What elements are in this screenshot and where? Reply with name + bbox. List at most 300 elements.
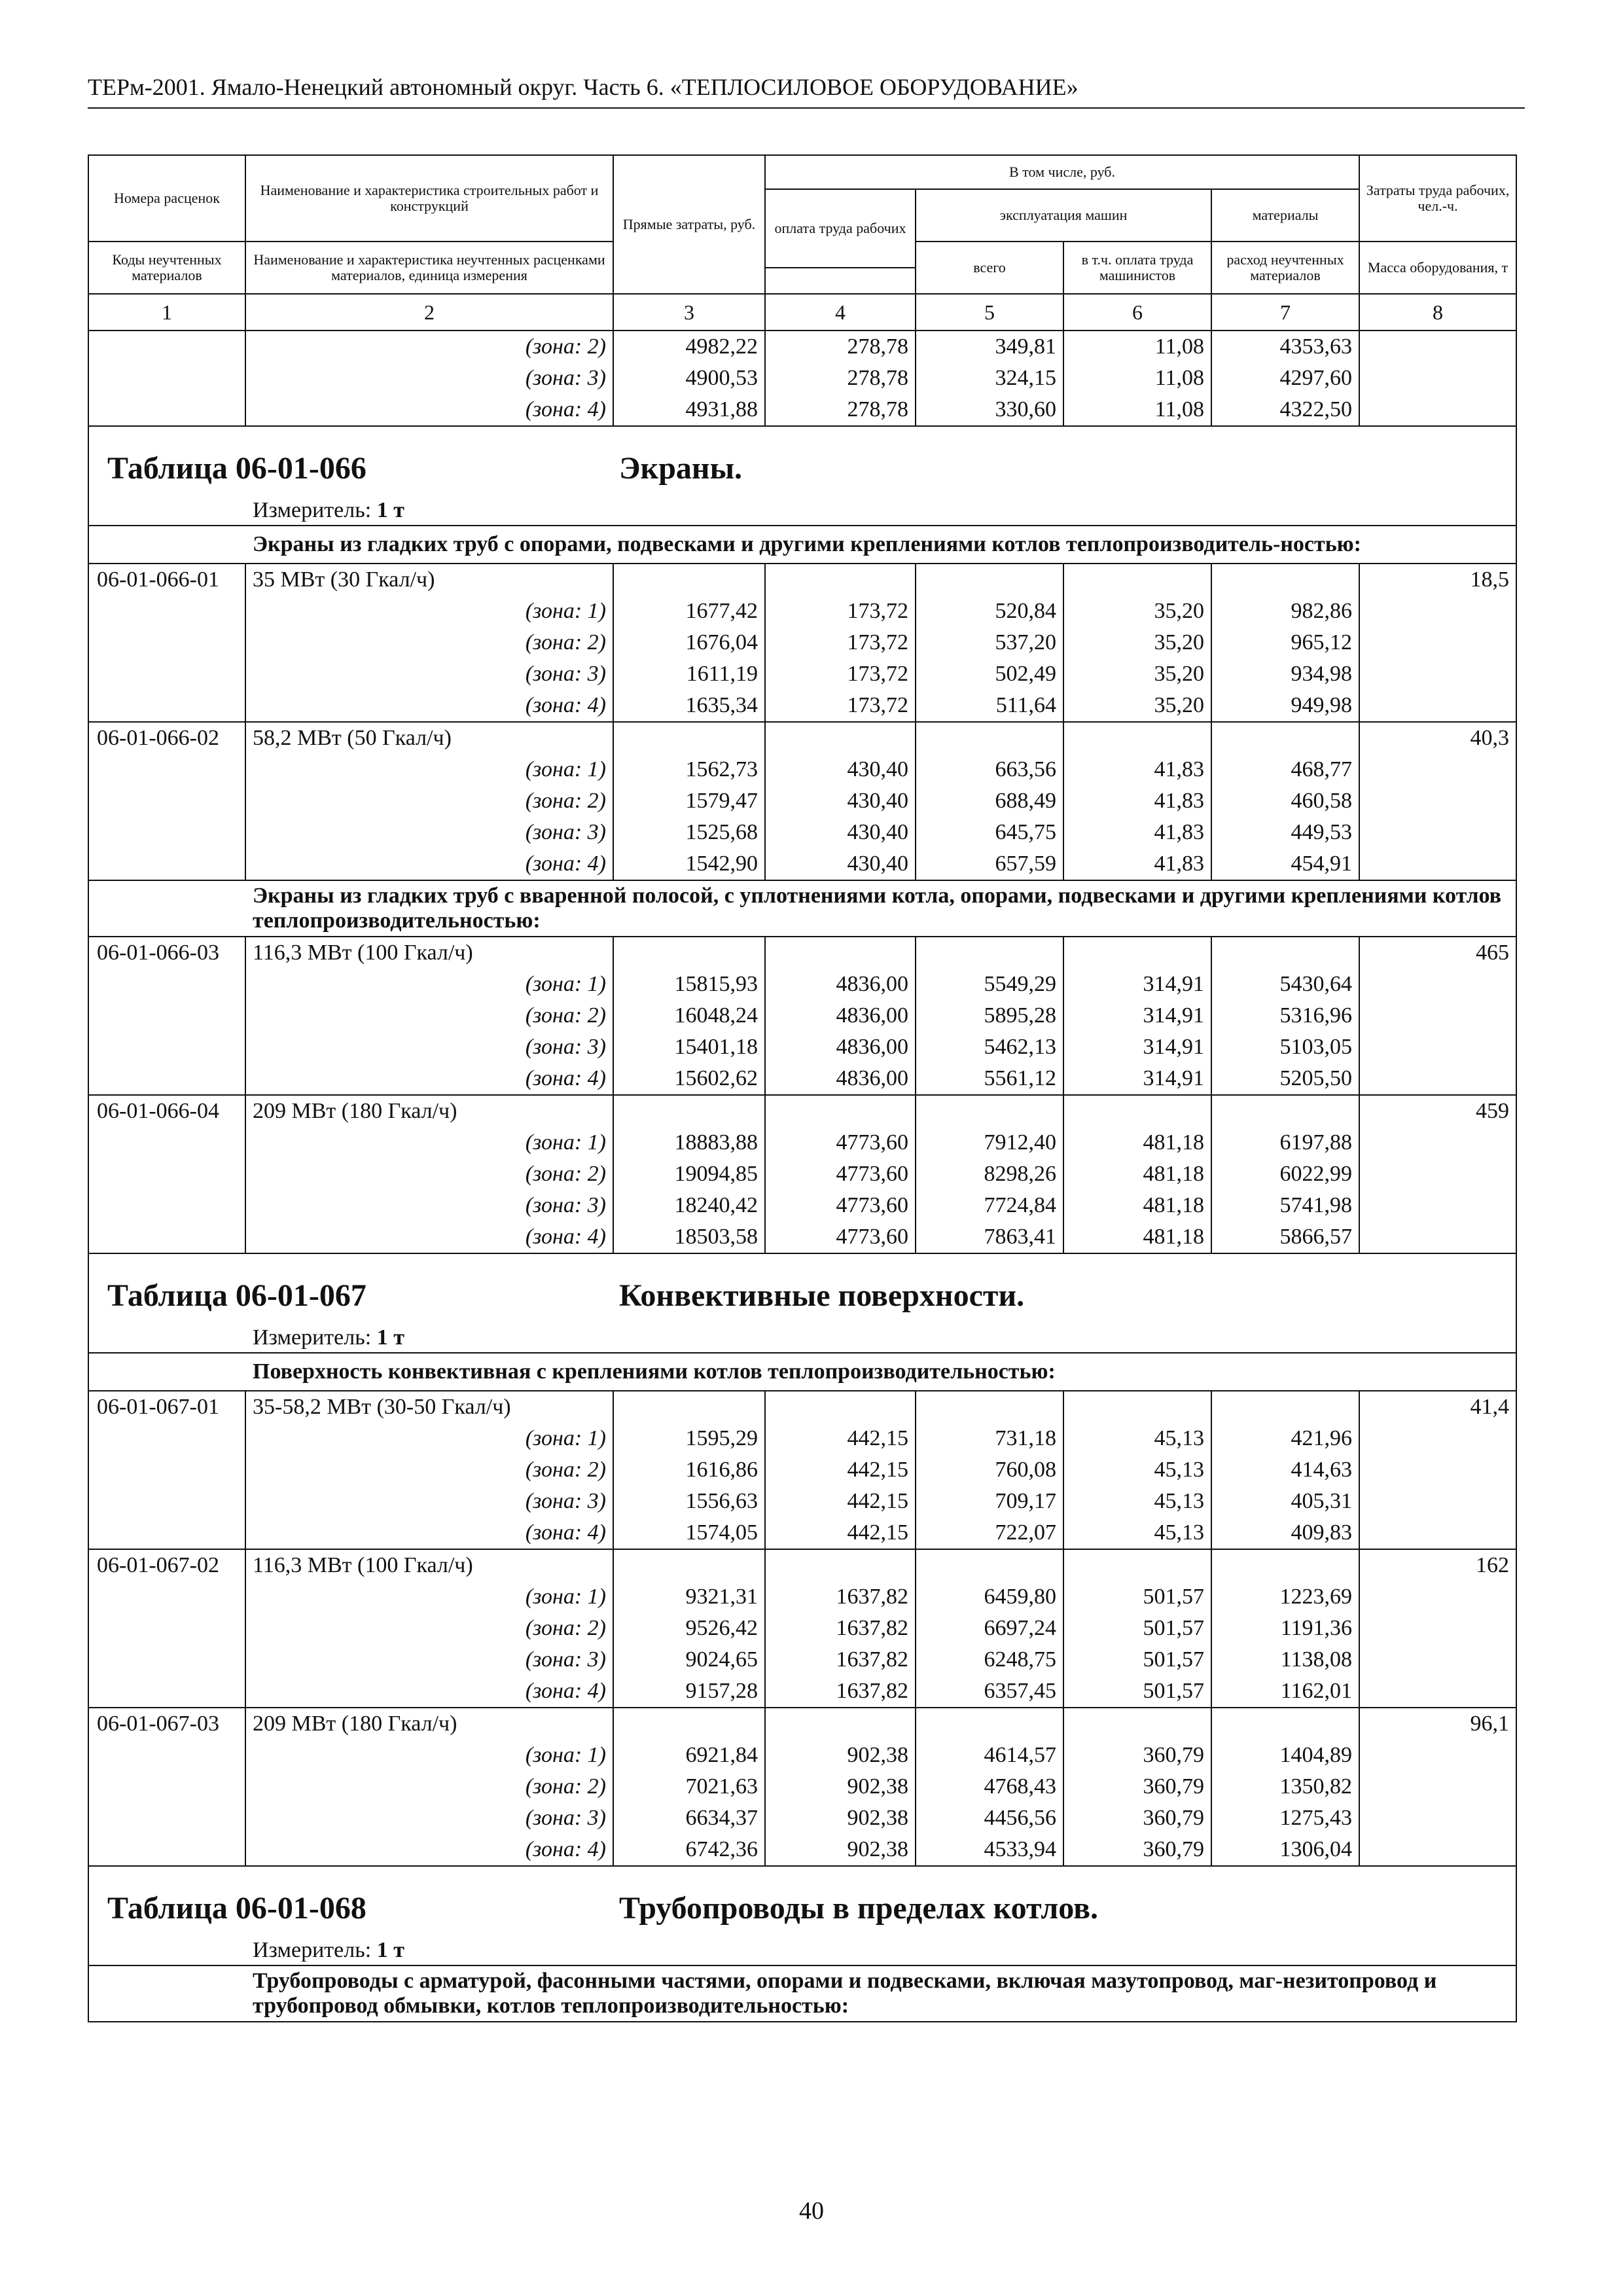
value-cell: 481,18 [1063, 1127, 1211, 1158]
mass-value: 162 [1359, 1549, 1516, 1581]
value-cell: 902,38 [765, 1834, 916, 1866]
value-cell: 4773,60 [765, 1158, 916, 1190]
rate-code: 06-01-066-02 [88, 722, 245, 754]
table-row [88, 1803, 1516, 1834]
value-cell: 360,79 [1063, 1740, 1211, 1771]
value-cell: 6921,84 [613, 1740, 765, 1771]
incl-header: В том числе, руб. [765, 155, 1359, 189]
value-cell: 722,07 [916, 1517, 1063, 1549]
machines-header: эксплуатация машин [916, 189, 1211, 242]
section-row [88, 880, 1516, 937]
value-cell: 501,57 [1063, 1613, 1211, 1644]
mass-cell [1359, 1834, 1516, 1866]
value-cell: 4322,50 [1211, 394, 1359, 426]
col1-top-header: Номера расценок [88, 155, 245, 242]
value-cell: 45,13 [1063, 1517, 1211, 1549]
zone-label: (зона: 3) [245, 363, 613, 394]
mass-cell [1359, 1486, 1516, 1517]
section-row [88, 1965, 1516, 2022]
table-row [88, 817, 1516, 848]
measure-label: Измеритель: [253, 1938, 372, 1962]
value-cell: 6742,36 [613, 1834, 765, 1866]
item-row [88, 1549, 1516, 1581]
value-cell: 481,18 [1063, 1158, 1211, 1190]
value-cell: 657,59 [916, 848, 1063, 880]
value-cell: 731,18 [916, 1423, 1063, 1454]
measure-label: Измеритель: [253, 498, 372, 522]
table-number: Таблица 06-01-068 [107, 1891, 366, 1926]
value-cell: 5316,96 [1211, 1000, 1359, 1031]
table-row [88, 1771, 1516, 1803]
rates-table [88, 154, 1517, 2022]
zone-label: (зона: 3) [245, 658, 613, 690]
code-cell [88, 1127, 245, 1158]
value-cell: 278,78 [765, 331, 916, 363]
table-row [88, 690, 1516, 722]
value-cell [1063, 1549, 1211, 1581]
rate-code: 06-01-066-03 [88, 937, 245, 969]
value-cell: 442,15 [765, 1454, 916, 1486]
value-cell: 1637,82 [765, 1613, 916, 1644]
table-row [88, 1676, 1516, 1708]
zone-label: (зона: 4) [245, 848, 613, 880]
measure-label: Измеритель: [253, 1325, 372, 1350]
value-cell: 314,91 [1063, 969, 1211, 1000]
mass-value: 465 [1359, 937, 1516, 969]
value-cell [613, 1095, 765, 1127]
value-cell: 4614,57 [916, 1740, 1063, 1771]
zone-label: (зона: 2) [245, 1158, 613, 1190]
value-cell: 1637,82 [765, 1581, 916, 1613]
value-cell: 520,84 [916, 596, 1063, 627]
value-cell: 41,83 [1063, 817, 1211, 848]
table-row [88, 627, 1516, 658]
section-heading: Трубопроводы с арматурой, фасонными частями, опорами и подвесками, включая мазутопровод, маг-незитопровод и трубопровод обмывки, котлов теплопроизводительностью: [88, 1965, 1516, 2022]
value-cell: 1616,86 [613, 1454, 765, 1486]
value-cell: 7863,41 [916, 1221, 1063, 1253]
zone-label: (зона: 3) [245, 1486, 613, 1517]
mass-cell [1359, 331, 1516, 363]
value-cell: 501,57 [1063, 1581, 1211, 1613]
value-cell [1211, 1391, 1359, 1423]
value-cell: 4836,00 [765, 1000, 916, 1031]
value-cell: 1275,43 [1211, 1803, 1359, 1834]
value-cell: 1223,69 [1211, 1581, 1359, 1613]
value-cell [1211, 722, 1359, 754]
value-cell: 15602,62 [613, 1063, 765, 1095]
value-cell [1063, 1095, 1211, 1127]
table-row [88, 1613, 1516, 1644]
mass-cell [1359, 969, 1516, 1000]
table-row [88, 1158, 1516, 1190]
value-cell: 1635,34 [613, 690, 765, 722]
col2-bottom-header: Наименование и характеристика неучтенных расценками материалов, единица измерения [245, 242, 613, 294]
value-cell: 6248,75 [916, 1644, 1063, 1676]
value-cell: 430,40 [765, 785, 916, 817]
section-heading: Экраны из гладких труб с вваренной полосой, с уплотнениями котла, опорами, подвесками и другими креплениями котлов теплопроизводительностью: [88, 880, 1516, 937]
value-cell: 173,72 [765, 627, 916, 658]
value-cell: 4773,60 [765, 1221, 916, 1253]
section-heading: Поверхность конвективная с креплениями котлов теплопроизводительностью: [88, 1353, 1516, 1391]
value-cell: 6022,99 [1211, 1158, 1359, 1190]
value-cell: 645,75 [916, 817, 1063, 848]
mass-cell [1359, 1517, 1516, 1549]
value-cell: 6634,37 [613, 1803, 765, 1834]
value-cell: 442,15 [765, 1486, 916, 1517]
table-row [88, 848, 1516, 880]
value-cell: 1595,29 [613, 1423, 765, 1454]
code-cell [88, 1221, 245, 1253]
value-cell: 405,31 [1211, 1486, 1359, 1517]
value-cell: 468,77 [1211, 754, 1359, 785]
mass-cell [1359, 1676, 1516, 1708]
value-cell: 4931,88 [613, 394, 765, 426]
mass-cell [1359, 1158, 1516, 1190]
mass-cell [1359, 1031, 1516, 1063]
measure-unit [253, 1935, 404, 1966]
value-cell [765, 564, 916, 596]
value-cell: 314,91 [1063, 1031, 1211, 1063]
value-cell: 18503,58 [613, 1221, 765, 1253]
mass-value: 41,4 [1359, 1391, 1516, 1423]
code-cell [88, 658, 245, 690]
code-cell [88, 627, 245, 658]
mass-value: 40,3 [1359, 722, 1516, 754]
value-cell [765, 1708, 916, 1740]
value-cell: 6357,45 [916, 1676, 1063, 1708]
zone-label: (зона: 2) [245, 627, 613, 658]
value-cell: 45,13 [1063, 1454, 1211, 1486]
code-cell [88, 363, 245, 394]
code-cell [88, 596, 245, 627]
code-cell [88, 1771, 245, 1803]
value-cell: 760,08 [916, 1454, 1063, 1486]
column-number-3: 3 [613, 294, 765, 331]
value-cell [1211, 937, 1359, 969]
code-cell [88, 1676, 245, 1708]
item-row [88, 1391, 1516, 1423]
mass-cell [1359, 690, 1516, 722]
mass-cell [1359, 394, 1516, 426]
value-cell: 45,13 [1063, 1423, 1211, 1454]
value-cell: 454,91 [1211, 848, 1359, 880]
item-row [88, 937, 1516, 969]
code-cell [88, 331, 245, 363]
code-cell [88, 1486, 245, 1517]
table-title-cell [88, 1866, 1516, 1965]
value-cell: 324,15 [916, 363, 1063, 394]
column-number-7: 7 [1211, 294, 1359, 331]
value-cell: 442,15 [765, 1517, 916, 1549]
value-cell [916, 564, 1063, 596]
table-title-cell [88, 426, 1516, 526]
item-name: 35 МВт (30 Гкал/ч) [245, 564, 613, 596]
measure-value: 1 т [376, 498, 404, 522]
table-row [88, 1517, 1516, 1549]
value-cell: 35,20 [1063, 596, 1211, 627]
table-title-row [88, 1253, 1516, 1353]
value-cell: 5462,13 [916, 1031, 1063, 1063]
zone-label: (зона: 4) [245, 1834, 613, 1866]
value-cell [613, 1549, 765, 1581]
value-cell: 35,20 [1063, 658, 1211, 690]
mass-cell [1359, 1803, 1516, 1834]
code-cell [88, 1803, 245, 1834]
value-cell [613, 564, 765, 596]
value-cell: 421,96 [1211, 1423, 1359, 1454]
item-row [88, 564, 1516, 596]
measure-unit [253, 1322, 404, 1354]
code-cell [88, 1158, 245, 1190]
section-row [88, 1353, 1516, 1391]
value-cell: 45,13 [1063, 1486, 1211, 1517]
value-cell: 4456,56 [916, 1803, 1063, 1834]
value-cell: 460,58 [1211, 785, 1359, 817]
materials-header: материалы [1211, 189, 1359, 242]
table-row [88, 1423, 1516, 1454]
zone-label: (зона: 4) [245, 690, 613, 722]
mass-value: 96,1 [1359, 1708, 1516, 1740]
mass-cell [1359, 1063, 1516, 1095]
value-cell: 330,60 [916, 394, 1063, 426]
table-row [88, 1190, 1516, 1221]
value-cell: 173,72 [765, 658, 916, 690]
value-cell [1063, 722, 1211, 754]
code-cell [88, 1454, 245, 1486]
value-cell: 4773,60 [765, 1127, 916, 1158]
value-cell: 4297,60 [1211, 363, 1359, 394]
mass-value: 18,5 [1359, 564, 1516, 596]
mass-cell [1359, 1613, 1516, 1644]
mass-cell [1359, 1644, 1516, 1676]
value-cell: 502,49 [916, 658, 1063, 690]
value-cell: 4773,60 [765, 1190, 916, 1221]
value-cell [1211, 564, 1359, 596]
value-cell: 41,83 [1063, 785, 1211, 817]
value-cell: 4900,53 [613, 363, 765, 394]
mass-cell [1359, 1190, 1516, 1221]
value-cell: 1611,19 [613, 658, 765, 690]
value-cell [765, 1549, 916, 1581]
table-row [88, 1221, 1516, 1253]
value-cell: 4836,00 [765, 969, 916, 1000]
value-cell [765, 937, 916, 969]
value-cell: 501,57 [1063, 1644, 1211, 1676]
value-cell [916, 1095, 1063, 1127]
value-cell: 314,91 [1063, 1063, 1211, 1095]
item-name: 35-58,2 МВт (30-50 Гкал/ч) [245, 1391, 613, 1423]
col2-top-header: Наименование и характеристика строительных работ и конструкций [245, 155, 613, 242]
value-cell: 5430,64 [1211, 969, 1359, 1000]
value-cell: 430,40 [765, 754, 916, 785]
item-name: 209 МВт (180 Гкал/ч) [245, 1095, 613, 1127]
item-name: 116,3 МВт (100 Гкал/ч) [245, 1549, 613, 1581]
code-cell [88, 1834, 245, 1866]
mass-cell [1359, 1221, 1516, 1253]
value-cell: 278,78 [765, 363, 916, 394]
code-cell [88, 1000, 245, 1031]
code-cell [88, 394, 245, 426]
value-cell: 6697,24 [916, 1613, 1063, 1644]
value-cell [613, 1708, 765, 1740]
value-cell: 902,38 [765, 1803, 916, 1834]
zone-label: (зона: 4) [245, 1063, 613, 1095]
value-cell: 7724,84 [916, 1190, 1063, 1221]
mass-cell [1359, 785, 1516, 817]
value-cell: 11,08 [1063, 331, 1211, 363]
value-cell: 349,81 [916, 331, 1063, 363]
value-cell: 18883,88 [613, 1127, 765, 1158]
col5-header: всего [916, 242, 1063, 294]
value-cell [1063, 1391, 1211, 1423]
value-cell [765, 1095, 916, 1127]
value-cell [613, 937, 765, 969]
table-row [88, 596, 1516, 627]
table-row [88, 394, 1516, 426]
value-cell: 481,18 [1063, 1221, 1211, 1253]
zone-label: (зона: 2) [245, 785, 613, 817]
table-row [88, 1063, 1516, 1095]
code-cell [88, 690, 245, 722]
value-cell: 7912,40 [916, 1127, 1063, 1158]
zone-label: (зона: 3) [245, 1190, 613, 1221]
code-cell [88, 1613, 245, 1644]
value-cell: 15401,18 [613, 1031, 765, 1063]
value-cell: 5866,57 [1211, 1221, 1359, 1253]
table-row [88, 1740, 1516, 1771]
value-cell: 4982,22 [613, 331, 765, 363]
item-row [88, 1095, 1516, 1127]
value-cell [1063, 564, 1211, 596]
rates-table-body [88, 331, 1516, 2022]
measure-value: 1 т [376, 1938, 404, 1962]
mass-cell [1359, 627, 1516, 658]
value-cell [1211, 1549, 1359, 1581]
value-cell: 9024,65 [613, 1644, 765, 1676]
value-cell: 902,38 [765, 1740, 916, 1771]
value-cell [1063, 937, 1211, 969]
value-cell: 9157,28 [613, 1676, 765, 1708]
code-cell [88, 1517, 245, 1549]
zone-label: (зона: 1) [245, 1581, 613, 1613]
zone-label: (зона: 1) [245, 1423, 613, 1454]
value-cell: 19094,85 [613, 1158, 765, 1190]
table-row [88, 1000, 1516, 1031]
value-cell [916, 937, 1063, 969]
value-cell: 1525,68 [613, 817, 765, 848]
code-cell [88, 1190, 245, 1221]
value-cell: 511,64 [916, 690, 1063, 722]
value-cell [916, 1549, 1063, 1581]
mass-cell [1359, 1000, 1516, 1031]
table-row [88, 658, 1516, 690]
value-cell: 11,08 [1063, 363, 1211, 394]
zone-label: (зона: 3) [245, 1644, 613, 1676]
zone-label: (зона: 2) [245, 331, 613, 363]
item-name: 116,3 МВт (100 Гкал/ч) [245, 937, 613, 969]
table-title-row [88, 426, 1516, 526]
mass-cell [1359, 363, 1516, 394]
mass-cell [1359, 1740, 1516, 1771]
rates-table-wrapper [88, 154, 1516, 2022]
mass-value: 459 [1359, 1095, 1516, 1127]
table-name: Конвективные поверхности. [619, 1278, 1025, 1313]
value-cell: 15815,93 [613, 969, 765, 1000]
value-cell: 982,86 [1211, 596, 1359, 627]
value-cell: 430,40 [765, 848, 916, 880]
mass-cell [1359, 658, 1516, 690]
col8-bottom-header: Масса оборудования, т [1359, 242, 1516, 294]
value-cell: 414,63 [1211, 1454, 1359, 1486]
table-title-row [88, 1866, 1516, 1965]
value-cell: 173,72 [765, 596, 916, 627]
section-heading: Экраны из гладких труб с опорами, подвесками и другими креплениями котлов теплопроизводитель-ностью: [88, 526, 1516, 564]
value-cell: 5103,05 [1211, 1031, 1359, 1063]
table-name: Экраны. [619, 451, 743, 486]
col1-bottom-header: Коды неучтенных материалов [88, 242, 245, 294]
value-cell: 16048,24 [613, 1000, 765, 1031]
zone-label: (зона: 2) [245, 1771, 613, 1803]
value-cell [765, 722, 916, 754]
value-cell: 4353,63 [1211, 331, 1359, 363]
value-cell: 360,79 [1063, 1803, 1211, 1834]
value-cell: 5549,29 [916, 969, 1063, 1000]
value-cell: 41,83 [1063, 848, 1211, 880]
value-cell: 360,79 [1063, 1834, 1211, 1866]
value-cell: 7021,63 [613, 1771, 765, 1803]
table-row [88, 1644, 1516, 1676]
zone-label: (зона: 4) [245, 1517, 613, 1549]
table-number: Таблица 06-01-067 [107, 1278, 366, 1313]
value-cell: 1676,04 [613, 627, 765, 658]
zone-label: (зона: 2) [245, 1613, 613, 1644]
zone-label: (зона: 3) [245, 1803, 613, 1834]
table-name: Трубопроводы в пределах котлов. [619, 1891, 1098, 1926]
zone-label: (зона: 1) [245, 969, 613, 1000]
value-cell: 11,08 [1063, 394, 1211, 426]
zone-label: (зона: 1) [245, 754, 613, 785]
zone-label: (зона: 4) [245, 1221, 613, 1253]
mass-cell [1359, 817, 1516, 848]
value-cell [613, 1391, 765, 1423]
value-cell: 35,20 [1063, 627, 1211, 658]
measure-value: 1 т [376, 1325, 404, 1350]
column-number-row [88, 294, 1516, 331]
table-row [88, 1581, 1516, 1613]
col6-header: в т.ч. оплата труда машинистов [1063, 242, 1211, 294]
column-number-6: 6 [1063, 294, 1211, 331]
value-cell: 934,98 [1211, 658, 1359, 690]
value-cell: 8298,26 [916, 1158, 1063, 1190]
value-cell [916, 722, 1063, 754]
col3-header: Прямые затраты, руб. [613, 155, 765, 294]
column-number-4: 4 [765, 294, 916, 331]
value-cell: 1637,82 [765, 1676, 916, 1708]
value-cell: 173,72 [765, 690, 916, 722]
table-row [88, 1031, 1516, 1063]
mass-cell [1359, 596, 1516, 627]
value-cell: 442,15 [765, 1423, 916, 1454]
code-cell [88, 969, 245, 1000]
value-cell: 6459,80 [916, 1581, 1063, 1613]
value-cell: 965,12 [1211, 627, 1359, 658]
zone-label: (зона: 2) [245, 1000, 613, 1031]
zone-label: (зона: 1) [245, 596, 613, 627]
value-cell: 4533,94 [916, 1834, 1063, 1866]
table-row [88, 969, 1516, 1000]
value-cell: 1574,05 [613, 1517, 765, 1549]
value-cell: 409,83 [1211, 1517, 1359, 1549]
